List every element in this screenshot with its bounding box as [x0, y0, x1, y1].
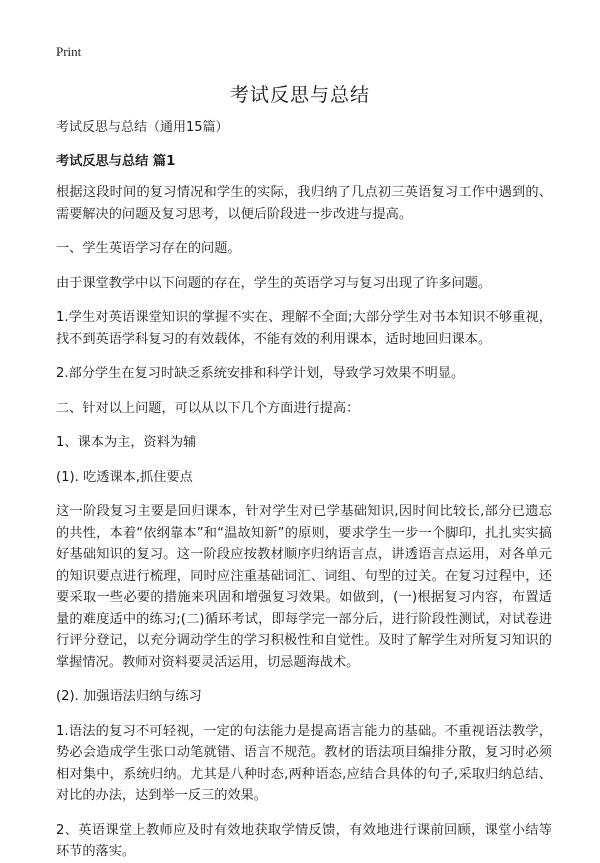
- heading-problems: 一、学生英语学习存在的问题。: [56, 241, 241, 256]
- heading-improvements: 二、针对以上问题，可以从以下几个方面进行提高：: [56, 400, 360, 416]
- print-link[interactable]: Print: [56, 44, 82, 59]
- section-heading: 考试反思与总结 篇1: [56, 153, 176, 169]
- subheading-grammar: (2). 加强语法归纳与练习: [56, 689, 202, 704]
- heading-textbook-first: 1、课本为主，资料为辅: [56, 435, 197, 450]
- paragraph-problem-1: 1.学生对英语课堂知识的掌握不实在、理解不全面;大部分学生对书本知识不够重视，找不到英语学科复习的有效载体，不能有效的利用课本，适时地回归课本。: [56, 310, 552, 347]
- subheading-master-textbook: (1). 吃透课本,抓住要点: [56, 469, 193, 485]
- document-subtitle: 考试反思与总结（通用15篇）: [56, 120, 229, 135]
- paragraph-grammar: 1.语法的复习不可轻视，一定的句法能力是提高语言能力的基础。不重视语法教学，势必会造成学生张口动笔就错、语言不规范。教材的语法项目编排分散，复习时必须相对集中，系统归纳。尤其是八种时态,两种语态,应结合具体的句子,采取归纳总结、对比的办法，达到举一反三的效果。: [56, 723, 552, 803]
- paragraph-problems-intro: 由于课堂教学中以下问题的存在，学生的英语学习与复习出现了许多问题。: [56, 275, 492, 291]
- page-title: 考试反思与总结: [229, 84, 370, 106]
- document-body: [56, 117, 552, 863]
- paragraph-intro: 根据这段时间的复习情况和学生的实际，我归纳了几点初三英语复习工作中遇到的、需要解决的问题及复习思考，以便后阶段进一步改进与提高。: [56, 185, 552, 222]
- paragraph-classroom-feedback: 2、英语课堂上教师应及时有效地获取学情反馈，有效地进行课前回顾，课堂小结等环节的落实。: [56, 822, 552, 859]
- paragraph-problem-2: 2.部分学生在复习时缺乏系统安排和科学计划，导致学习效果不明显。: [56, 366, 465, 381]
- paragraph-review-method: 这一阶段复习主要是回归课本，针对学生对已学基础知识,因时间比较长,部分已遗忘的共性，本着“依纲靠本”和“温故知新”的原则，要求学生一步一个脚印，扎扎实实搞好基础知识的复习。这一阶段应按教材顺序归纳语言点，讲透语言点运用，对各单元的知识要点进行梳理，同时应注重基础词汇、词组、句型的过关。在复习过程中，还要采取一些必要的措施来巩固和增强复习效果。如做到，(一)根据复习内容，布置适量的难度适中的练习;(二)循环考试，即每学完一部分后，进行阶段性测试，对试卷进行评分登记，以充分调动学生的学习积极性和自觉性。及时了解学生对所复习知识的掌握情况。教师对资料要灵活运用，切忌题海战术。: [56, 504, 552, 670]
